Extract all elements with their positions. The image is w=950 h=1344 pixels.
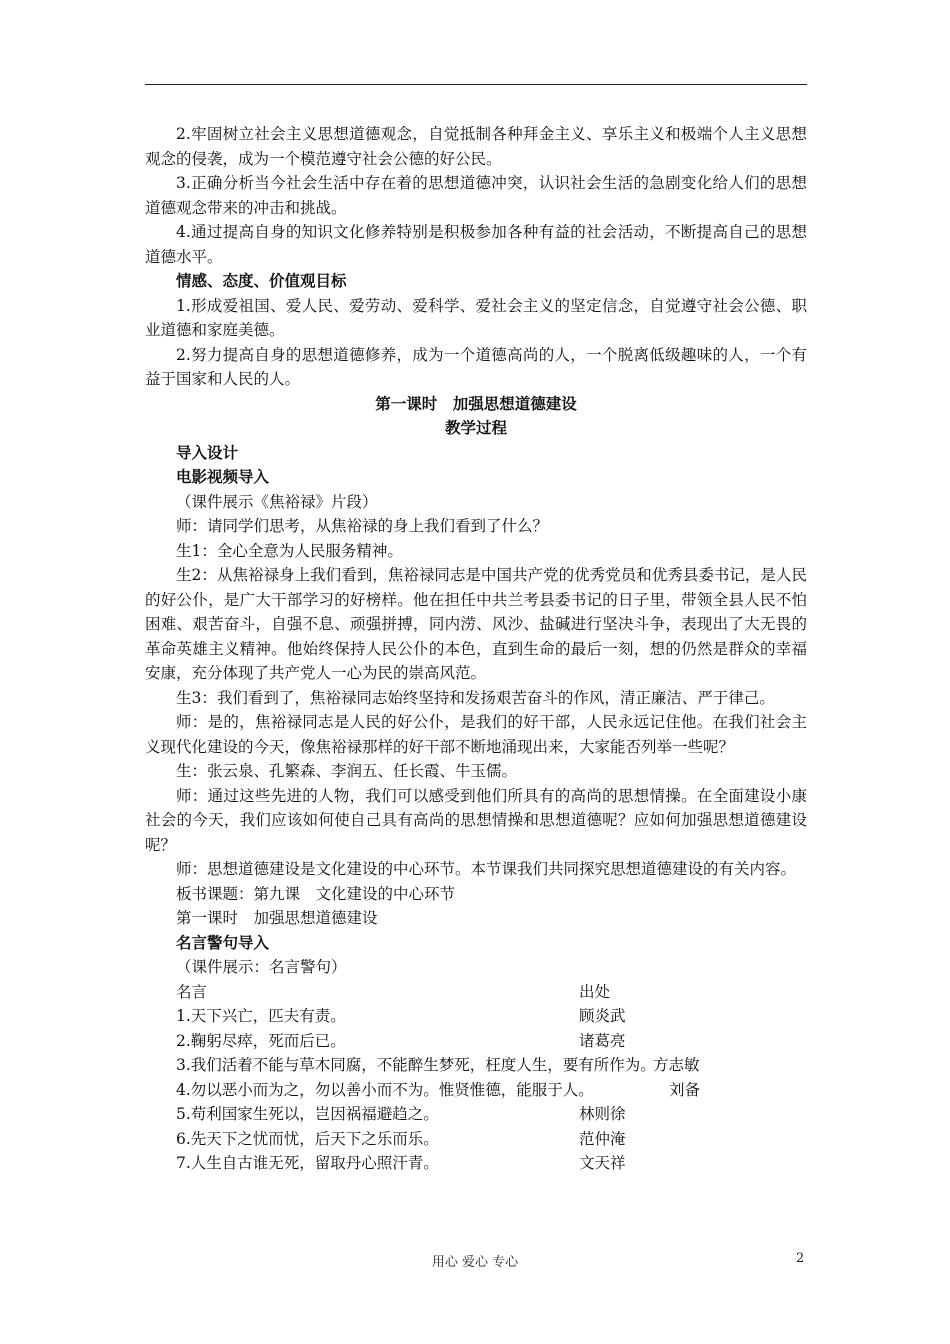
quote-text: 2.鞠躬尽瘁，死而后已。 [176,1031,346,1050]
quotes-header-text: 名言 [176,982,208,1001]
quote-text: 6.先天下之忧而忧，后天下之乐而乐。 [176,1129,439,1148]
quote-source: 文天祥 [579,1154,626,1172]
paragraph: 师：通过这些先进的人物，我们可以感受到他们所具有的高尚的思想情操。在全面建设小康社会的今天，我们应该如何使自己具有高尚的思想情操和思想道德呢？应如何加强思想道德建设呢？ [145,786,807,854]
quote-row [145,1127,807,1152]
quote-source: 林则徐 [579,1105,626,1123]
quotes-header-source: 出处 [579,982,611,1001]
quote-text: 3.我们活着不能与草木同腐，不能醉生梦死，枉度人生，要有所作为。 [176,1056,656,1074]
quote-source: 范仲淹 [579,1129,626,1148]
paragraph: 师：思想道德建设是文化建设的中心环节。本节课我们共同探究思想道德建设的有关内容。 [176,860,797,878]
page-body [145,122,807,1176]
paragraph: 2.努力提高自身的思想道德修养，成为一个道德高尚的人，一个脱离低级趣味的人，一个有益于国家和人民的人。 [145,345,807,388]
subheading: 情感、态度、价值观目标 [176,271,347,290]
section-heading: 教学过程 [444,418,507,437]
quote-row [145,1053,807,1078]
paragraph: 1.形成爱祖国、爱人民、爱劳动、爱科学、爱社会主义的坚定信念，自觉遵守社会公德、职业道德和家庭美德。 [145,296,807,339]
quotes-header-row [145,980,807,1005]
quote-source: 诸葛亮 [579,1031,626,1050]
quote-text: 4.勿以恶小而为之，勿以善小而不为。惟贤惟德，能服于人。 [176,1080,594,1099]
quote-source: 方志敏 [653,1056,700,1074]
paragraph: 生：张云泉、孔繁森、李润五、任长霞、牛玉儒。 [176,762,518,780]
page-footer: 用心 爱心 专心 [431,1255,519,1270]
paragraph-list [145,122,807,980]
quote-source: 顾炎武 [579,1007,626,1025]
quote-text: 7.人生自古谁无死，留取丹心照汗青。 [176,1154,439,1172]
paragraph: （课件展示：名言警句） [176,958,347,976]
quotes-table [145,980,807,1176]
quote-row [145,1078,807,1103]
paragraph: 生2：从焦裕禄身上我们看到，焦裕禄同志是中国共产党的优秀党员和优秀县委书记，是人民的好公仆，是广大干部学习的好榜样。他在担任中共兰考县委书记的日子里，带领全县人民不怕困难、艰苦奋斗，自强不息、顽强拼搏，同内涝、风沙、盐碱进行坚决斗争，表现出了大无畏的革命英雄主义精神。他始终保持人民公仆的本色，直到生命的最后一刻，想的仍然是群众的幸福安康，充分体现了共产党人一心为民的崇高风范。 [145,566,807,682]
paragraph: （课件展示《焦裕禄》片段） [176,492,378,511]
quote-row [145,1102,807,1127]
subheading: 电影视频导入 [176,467,270,486]
quote-row [145,1029,807,1054]
quote-text: 5.苟利国家生死以，岂因祸福避趋之。 [176,1105,439,1123]
paragraph: 生1：全心全意为人民服务精神。 [176,541,403,560]
paragraph: 4.通过提高自身的知识文化修养特别是积极参加各种有益的社会活动，不断提高自己的思想道德水平。 [145,223,807,266]
quote-row [145,1004,807,1029]
section-heading: 第一课时 加强思想道德建设 [375,393,577,413]
subheading: 导入设计 [176,442,239,462]
quote-row [145,1151,807,1176]
header-rule [145,84,807,85]
quote-text: 1.天下兴亡，匹夫有责。 [176,1007,346,1025]
paragraph: 生3：我们看到了，焦裕禄同志始终坚持和发扬艰苦奋斗的作风，清正廉洁、严于律己。 [176,688,775,707]
subheading: 名言警句导入 [176,932,270,952]
paragraph: 2.牢固树立社会主义思想道德观念，自觉抵制各种拜金主义、享乐主义和极端个人主义思想观念的侵袭，成为一个模范遵守社会公德的好公民。 [145,125,807,168]
paragraph: 3.正确分析当今社会生活中存在着的思想道德冲突，认识社会生活的急剧变化给人们的思想道德观念带来的冲击和挑战。 [145,174,807,217]
paragraph: 板书课题：第九课 文化建设的中心环节 [176,884,456,903]
page-number: 2 [796,1251,805,1266]
paragraph: 师：请同学们思考，从焦裕禄的身上我们看到了什么？ [176,517,549,535]
paragraph: 第一课时 加强思想道德建设 [176,909,378,927]
paragraph: 师：是的，焦裕禄同志是人民的好公仆，是我们的好干部，人民永远记住他。在我们社会主义现代化建设的今天，像焦裕禄那样的好干部不断地涌现出来，大家能否列举一些呢？ [145,713,807,756]
quote-source: 刘备 [669,1080,701,1099]
